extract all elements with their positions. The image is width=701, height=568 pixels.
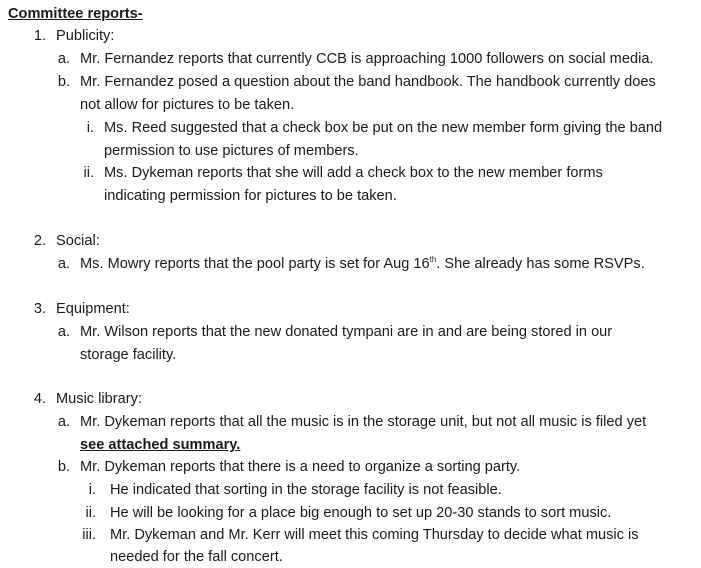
subitem-text: Ms. Reed suggested that a check box be put on the new member form giving the band	[104, 120, 663, 136]
item-text-part: Ms. Mowry reports that the pool party is set for Aug 16	[80, 256, 430, 272]
section-title: Publicity:	[56, 28, 115, 44]
subitem-text: Ms. Dykeman reports that she will add a check box to the new member forms	[104, 165, 603, 181]
subitem-marker: i.	[88, 482, 96, 498]
item-text: storage facility.	[80, 347, 177, 363]
item-text: Mr. Fernandez reports that currently CCB is approaching 1000 followers on social media.	[80, 51, 654, 67]
item-marker: a.	[57, 256, 70, 272]
item-marker: a.	[57, 324, 70, 340]
subitem-text: Mr. Dykeman and Mr. Kerr will meet this coming Thursday to decide what music is	[110, 527, 639, 543]
subitem-text: He will be looking for a place big enough to set up 20-30 stands to sort music.	[110, 505, 612, 521]
subitem-text: needed for the fall concert.	[110, 549, 283, 565]
subitem-marker: i.	[86, 120, 94, 136]
section-title: Equipment:	[56, 301, 130, 317]
subitem-text: He indicated that sorting in the storage facility is not feasible.	[110, 482, 502, 498]
item-text: Mr. Dykeman reports that there is a need to organize a sorting party.	[80, 459, 521, 475]
section-number: 2.	[33, 233, 46, 249]
item-text	[80, 253, 645, 275]
item-text-part: . She already has some RSVPs.	[436, 256, 645, 272]
page-heading: Committee reports-	[8, 6, 143, 22]
item-text: Mr. Dykeman reports that all the music is in the storage unit, but not all music is filed yet	[80, 414, 647, 430]
section-title: Music library:	[56, 391, 142, 407]
item-marker: b.	[57, 459, 70, 475]
section-number: 3.	[33, 301, 46, 317]
subitem-text: indicating permission for pictures to be taken.	[104, 188, 397, 204]
item-text: Mr. Wilson reports that the new donated tympani are in and are being stored in our	[80, 324, 613, 340]
subitem-marker: ii.	[85, 505, 96, 521]
subitem-marker: iii.	[82, 527, 96, 543]
section-number: 1.	[33, 28, 46, 44]
superscript: th	[429, 255, 437, 265]
section-title: Social:	[56, 233, 100, 249]
item-marker: a.	[57, 414, 70, 430]
subitem-text: permission to use pictures of members.	[104, 143, 359, 159]
item-marker: a.	[57, 51, 70, 67]
item-text: Mr. Fernandez posed a question about the band handbook. The handbook currently does	[80, 74, 656, 90]
item-text: not allow for pictures to be taken.	[80, 97, 295, 113]
subitem-marker: ii.	[83, 165, 94, 181]
section-number: 4.	[33, 391, 46, 407]
attached-summary-link: see attached summary.	[80, 437, 241, 453]
item-marker: b.	[57, 74, 70, 90]
